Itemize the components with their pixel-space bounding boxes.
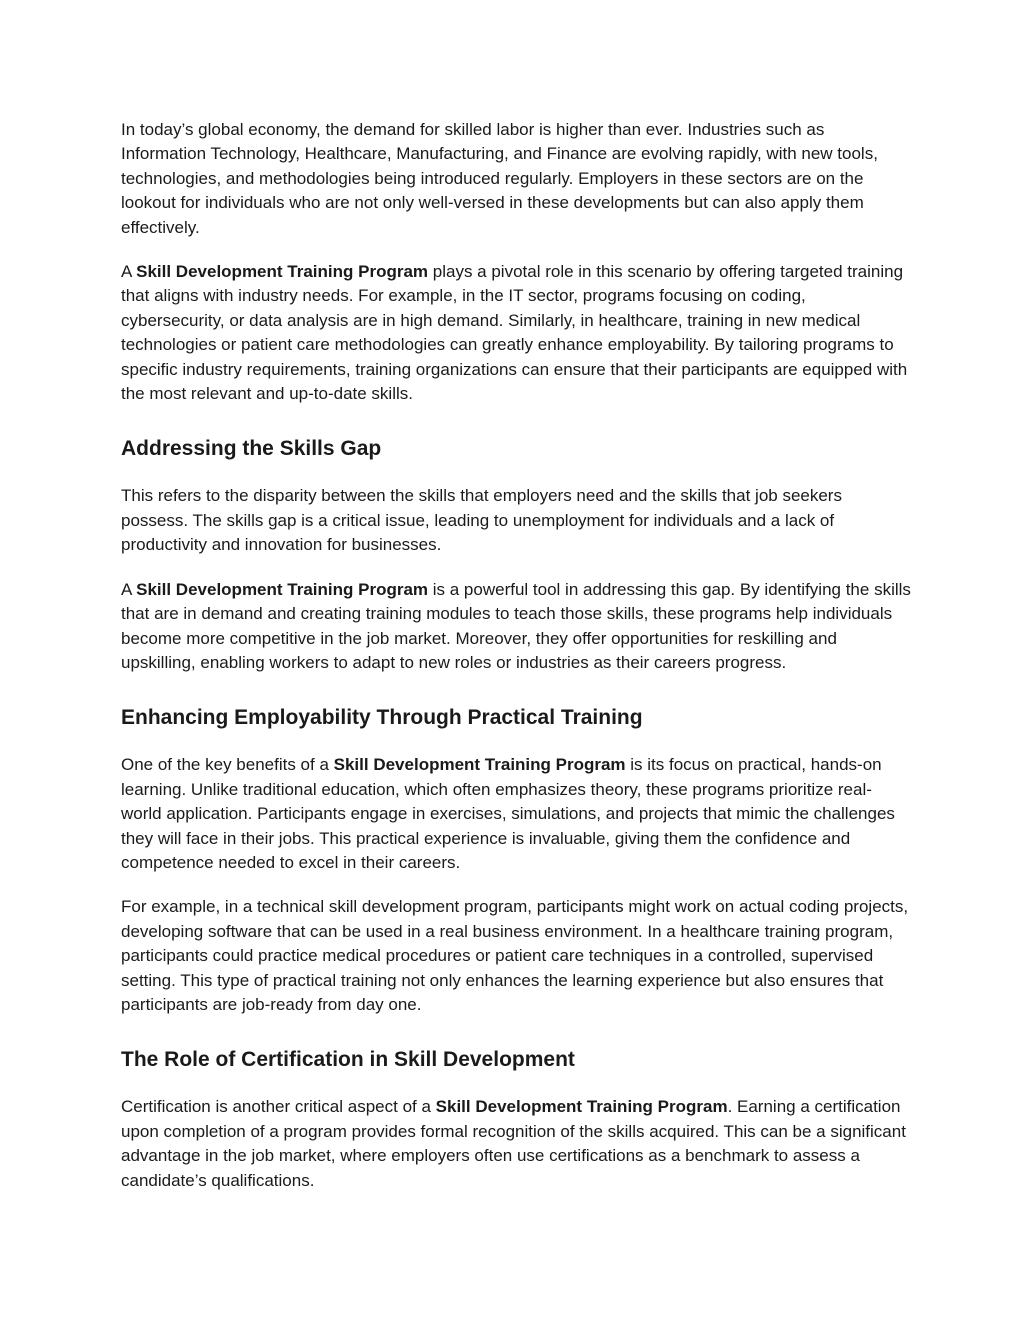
document-body (121, 118, 911, 1213)
text-run: plays a pivotal role in this scenario by offering targeted training that aligns with industry needs. For example, in the IT sector, programs focusing on coding, cybersecurity, or data analysis are in high demand. Similarly, in healthcare, training in new medical technologies or patient care methodologies can greatly enhance employability. By tailoring programs to specific industry requirements, training organizations can ensure that their participants are equipped with the most relevant and up-to-date skills. (121, 262, 908, 404)
text-run: . Earning a certification upon completion of a program provides formal recognition of the skills acquired. This can be a significant advantage in the job market, where employers often use certifications as a benchmark to assess a candidate’s qualifications. (121, 1097, 906, 1190)
section-heading-practical-training: Enhancing Employability Through Practical Training (121, 706, 643, 730)
text-run: Certification is another critical aspect of a (121, 1097, 436, 1117)
program-role-paragraph (121, 260, 911, 406)
intro-paragraph: In today’s global economy, the demand for skilled labor is higher than ever. Industries such as Information Technology, Healthcare, Manufacturing, and Finance are evolving rapidly, with new tools, technologies, and methodologies being introduced regularly. Employers in these sectors are on the lookout for individuals who are not only well-versed in these developments but can also apply them effectively. (121, 120, 878, 237)
certification-paragraph-1 (121, 1095, 911, 1193)
section-heading-certification: The Role of Certification in Skill Development (121, 1048, 575, 1072)
bold-term: Skill Development Training Program (136, 262, 429, 282)
bold-term: Skill Development Training Program (435, 1097, 728, 1117)
text-run: is a powerful tool in addressing this gap. By identifying the skills that are in demand and creating training modules to teach those skills, these programs help individuals become more competitive in the job market. Moreover, they offer opportunities for reskilling and upskilling, enabling workers to adapt to new roles or industries as their careers progress. (121, 579, 911, 672)
skills-gap-paragraph-1: This refers to the disparity between the skills that employers need and the skills that job seekers possess. The skills gap is a critical issue, leading to unemployment for individuals and a lack of productivity and innovation for businesses. (121, 486, 842, 555)
text-run: A (121, 262, 137, 282)
practical-training-paragraph-1 (121, 753, 911, 875)
text-run: A (121, 579, 137, 599)
text-run: One of the key benefits of a (121, 755, 334, 775)
text-run: is its focus on practical, hands-on learning. Unlike traditional education, which often emphasizes theory, these programs prioritize real-world application. Participants engage in exercises, simulations, and projects that mimic the challenges they will face in their jobs. This practical experience is invaluable, giving them the confidence and competence needed to excel in their careers. (121, 755, 895, 872)
skills-gap-paragraph-2 (121, 578, 911, 676)
bold-term: Skill Development Training Program (333, 755, 626, 775)
section-heading-skills-gap: Addressing the Skills Gap (121, 437, 382, 461)
practical-training-paragraph-2: For example, in a technical skill development program, participants might work on actual coding projects, developing software that can be used in a real business environment. In a healthcare training program, participants could practice medical procedures or patient care techniques in a controlled, supervised setting. This type of practical training not only enhances the learning experience but also ensures that participants are job-ready from day one. (121, 897, 909, 1014)
bold-term: Skill Development Training Program (136, 579, 429, 599)
